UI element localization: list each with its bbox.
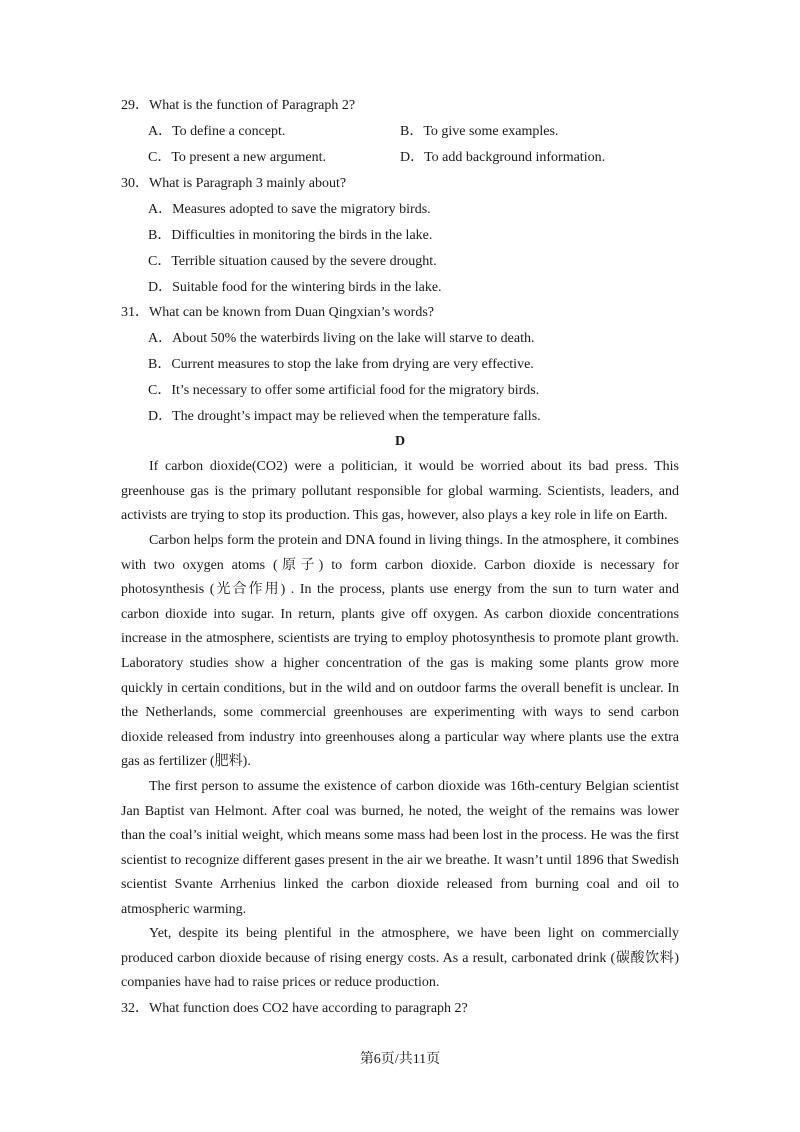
question-31-option-d: D．The drought’s impact may be relieved when the temperature falls. [148,409,541,424]
question-29-option-b: B．To give some examples. [400,124,559,139]
question-30-option-d: D．Suitable food for the wintering birds in the lake. [148,280,442,295]
passage-heading: D [394,434,406,449]
page-number-footer: 第6页/共11页 [359,1052,441,1067]
question-31-option-c: C．It’s necessary to offer some artificial food for the migratory birds. [148,383,540,398]
question-30-option-b: B．Difficulties in monitoring the birds in the lake. [148,228,433,243]
question-32-stem: 32．What function does CO2 have according to paragraph 2? [121,1001,468,1016]
question-29-option-a: A．To define a concept. [148,124,286,139]
passage-paragraph-1: If carbon dioxide(CO2) were a politician, it would be worried about its bad press. This greenhouse gas is the primary pollutant responsible for global warming. Scientists, leaders, and activists are trying to stop its production. This gas, however, also plays a key role in life on Earth. [121,459,679,524]
question-29-option-c: C．To present a new argument. [148,150,326,165]
question-31-option-a: A．About 50% the waterbirds living on the lake will starve to death. [148,331,535,346]
question-30-option-c: C．Terrible situation caused by the severe drought. [148,254,437,269]
passage-paragraph-2: Carbon helps form the protein and DNA found in living things. In the atmosphere, it combines with two oxygen atoms (原子) to form carbon dioxide. Carbon dioxide is necessary for photosynthesis (光合作用) . In the process, plants use energy from the sun to turn water and carbon dioxide into sugar. In return, plants give off oxygen. As carbon dioxide concentrations increase in the atmosphere, scientists are trying to employ photosynthesis to promote plant growth. Laboratory studies show a higher concentration of the gas is making some plants grow more quickly in certain conditions, but in the wild and on outdoor farms the overall benefit is unclear. In the Netherlands, some commercial greenhouses are experimenting with ways to send carbon dioxide released from industry into greenhouses along a particular way where plants use the extra gas as fertilizer (肥料). [121,533,679,770]
question-31-stem: 31．What can be known from Duan Qingxian’s words? [121,305,434,320]
question-30-option-a: A．Measures adopted to save the migratory birds. [148,202,431,217]
question-29-option-d: D．To add background information. [400,150,606,165]
question-31-option-b: B．Current measures to stop the lake from drying are very effective. [148,357,534,372]
question-29-stem: 29．What is the function of Paragraph 2? [121,98,356,113]
question-30-stem: 30．What is Paragraph 3 mainly about? [121,176,347,191]
passage-paragraph-4: Yet, despite its being plentiful in the atmosphere, we have been light on commercially produced carbon dioxide because of rising energy costs. As a result, carbonated drink (碳酸饮料) companies have had to raise prices or reduce production. [121,926,679,991]
passage-paragraph-3: The first person to assume the existence of carbon dioxide was 16th-century Belgian scientist Jan Baptist van Helmont. After coal was burned, he noted, the weight of the remains was lower than the coal’s initial weight, which means some mass had been lost in the process. He was the first scientist to recognize different gases present in the air we breathe. It wasn’t until 1896 that Swedish scientist Svante Arrhenius linked the carbon dioxide released from burning coal and oil to atmospheric warming. [121,779,679,917]
